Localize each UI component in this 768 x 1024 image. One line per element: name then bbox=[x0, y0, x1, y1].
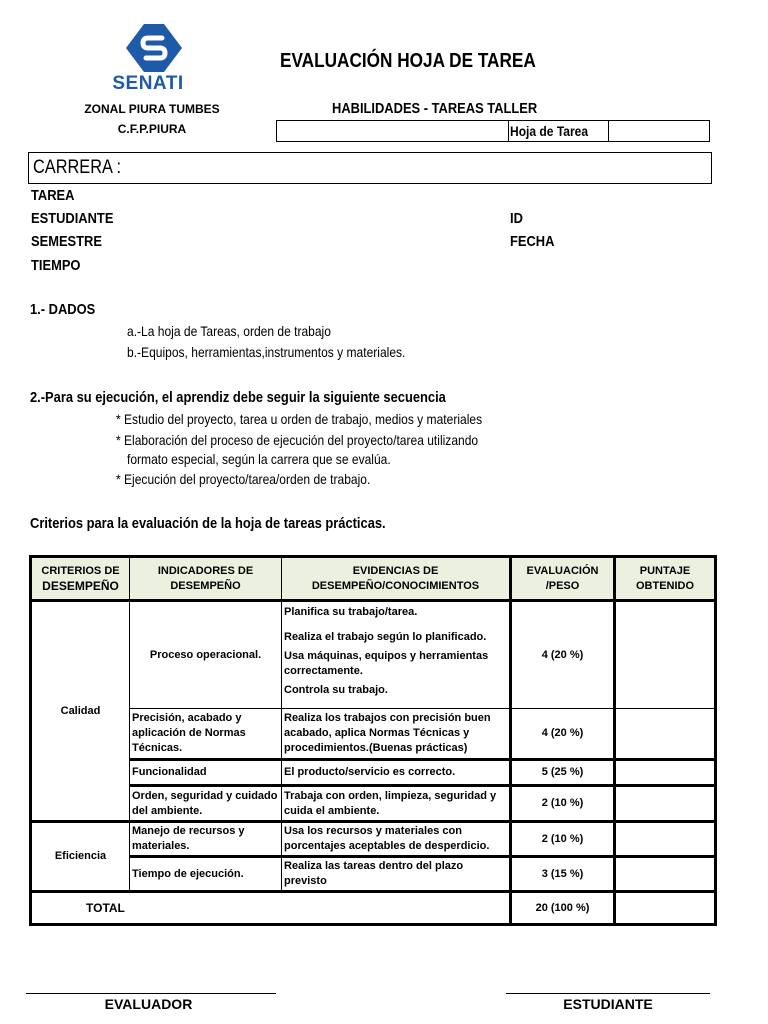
peso-cell: 2 (10 %) bbox=[511, 786, 615, 822]
table-row bbox=[31, 760, 716, 786]
peso-cell: 2 (10 %) bbox=[511, 822, 615, 857]
evidencia-cell: Usa los recursos y materiales con porcentajes aceptables de desperdicio. bbox=[282, 822, 511, 857]
estudiante-signature-line bbox=[506, 993, 710, 994]
header-text: OBTENIDO bbox=[635, 579, 695, 592]
total-puntaje-cell bbox=[615, 892, 716, 925]
section2-item: * Ejecución del proyecto/tarea/orden de trabajo. bbox=[116, 471, 371, 487]
tarea-label: TAREA bbox=[31, 187, 75, 204]
total-label-cell bbox=[31, 892, 511, 925]
section2-title: 2.-Para su ejecución, el aprendiz debe seguir la siguiente secuencia bbox=[30, 389, 446, 406]
header-indicadores bbox=[130, 557, 282, 601]
center-label: C.F.P.PIURA bbox=[117, 122, 187, 136]
hoja-de-tarea-box bbox=[276, 120, 710, 142]
estudiante-signature-label: ESTUDIANTE bbox=[563, 996, 653, 1012]
semestre-label: SEMESTRE bbox=[31, 233, 102, 250]
senati-emblem-icon bbox=[112, 20, 196, 76]
evidencia-cell: El producto/servicio es correcto. bbox=[282, 760, 511, 786]
criterio-calidad: Calidad bbox=[31, 601, 130, 822]
evidencia-line: Usa máquinas, equipos y herramientas correctamente. bbox=[284, 650, 489, 677]
section2-item: * Elaboración del proceso de ejecución del proyecto/tarea utilizando bbox=[116, 432, 479, 448]
table-row bbox=[31, 709, 716, 760]
header-text: EVALUACIÓN bbox=[526, 564, 599, 577]
id-label: ID bbox=[510, 210, 523, 227]
evaluador-signature-line bbox=[26, 993, 276, 994]
evidencia-line: Planifica su trabajo/tarea. bbox=[284, 606, 418, 618]
hoja-de-tarea-label bbox=[508, 121, 609, 141]
section1-item: b.-Equipos, herramientas,instrumentos y materiales. bbox=[127, 344, 406, 360]
peso-cell: 4 (20 %) bbox=[511, 601, 615, 709]
header-text: INDICADORES DE bbox=[157, 564, 254, 577]
subtitle: HABILIDADES - TAREAS TALLER bbox=[332, 100, 538, 117]
table-header-row bbox=[31, 557, 716, 601]
puntaje-cell bbox=[615, 709, 716, 760]
indicador-cell: Manejo de recursos y materiales. bbox=[130, 822, 282, 857]
indicador-cell: Proceso operacional. bbox=[130, 601, 282, 709]
tiempo-label: TIEMPO bbox=[31, 257, 81, 274]
hoja-blank-cell bbox=[277, 121, 509, 141]
total-value: 20 (100 %) bbox=[511, 892, 615, 925]
criteria-title: Criterios para la evaluación de la hoja de tareas prácticas. bbox=[30, 515, 386, 532]
puntaje-cell bbox=[615, 786, 716, 822]
carrera-label: CARRERA : bbox=[33, 157, 122, 178]
zonal-label: ZONAL PIURA TUMBES bbox=[84, 102, 220, 116]
table-row bbox=[31, 857, 716, 892]
estudiante-label: ESTUDIANTE bbox=[31, 210, 114, 227]
header-criterios bbox=[31, 557, 130, 601]
table-row bbox=[31, 601, 716, 709]
peso-cell: 5 (25 %) bbox=[511, 760, 615, 786]
header-text: DESEMPEÑO/CONOCIMIENTOS bbox=[311, 579, 480, 592]
section1-item: a.-La hoja de Tareas, orden de trabajo bbox=[127, 323, 331, 339]
evidencia-cell: Realiza las tareas dentro del plazo previsto bbox=[282, 857, 511, 892]
header-text: DESEMPEÑO bbox=[42, 578, 119, 593]
total-row bbox=[31, 892, 716, 925]
page-title: EVALUACIÓN HOJA DE TAREA bbox=[280, 50, 536, 72]
header-text: EVIDENCIAS DE bbox=[352, 564, 439, 577]
header-text: DESEMPEÑO bbox=[170, 579, 241, 592]
section1-title: 1.- DADOS bbox=[30, 301, 96, 318]
peso-cell: 3 (15 %) bbox=[511, 857, 615, 892]
header-evaluacion bbox=[511, 557, 615, 601]
logo-text: SENATI bbox=[112, 73, 184, 94]
evidencia-line: Controla su trabajo. bbox=[284, 684, 388, 696]
fecha-label: FECHA bbox=[510, 233, 555, 250]
carrera-box bbox=[28, 152, 712, 184]
header-puntaje bbox=[615, 557, 716, 601]
indicador-cell: Tiempo de ejecución. bbox=[130, 857, 282, 892]
table-row bbox=[31, 786, 716, 822]
header-text: /PESO bbox=[545, 579, 580, 592]
table-row bbox=[31, 822, 716, 857]
evidencia-cell bbox=[282, 601, 511, 709]
criterio-eficiencia: Eficiencia bbox=[31, 822, 130, 892]
hoja-de-tarea-text: Hoja de Tarea bbox=[510, 123, 589, 139]
indicador-cell: Precisión, acabado y aplicación de Normas Técnicas. bbox=[130, 709, 282, 760]
header-text: CRITERIOS DE bbox=[41, 564, 120, 577]
puntaje-cell bbox=[615, 857, 716, 892]
evidencia-line: Realiza el trabajo según lo planificado. bbox=[284, 631, 487, 643]
section2-item: formato especial, según la carrera que se evalúa. bbox=[127, 451, 391, 467]
peso-cell: 4 (20 %) bbox=[511, 709, 615, 760]
evidencia-cell: Trabaja con orden, limpieza, seguridad y cuida el ambiente. bbox=[282, 786, 511, 822]
evaluador-label: EVALUADOR bbox=[104, 996, 193, 1012]
section2-item: * Estudio del proyecto, tarea u orden de trabajo, medios y materiales bbox=[116, 411, 483, 427]
puntaje-cell bbox=[615, 822, 716, 857]
puntaje-cell bbox=[615, 760, 716, 786]
header-evidencias bbox=[282, 557, 511, 601]
evidencia-cell: Realiza los trabajos con precisión buen acabado, aplica Normas Técnicas y procedimientos.(Buenas prácticas) bbox=[282, 709, 511, 760]
header-text: PUNTAJE bbox=[639, 564, 691, 577]
puntaje-cell bbox=[615, 601, 716, 709]
total-label: TOTAL bbox=[86, 900, 125, 915]
indicador-cell: Orden, seguridad y cuidado del ambiente. bbox=[130, 786, 282, 822]
criteria-table bbox=[29, 555, 717, 926]
indicador-cell: Funcionalidad bbox=[130, 760, 282, 786]
